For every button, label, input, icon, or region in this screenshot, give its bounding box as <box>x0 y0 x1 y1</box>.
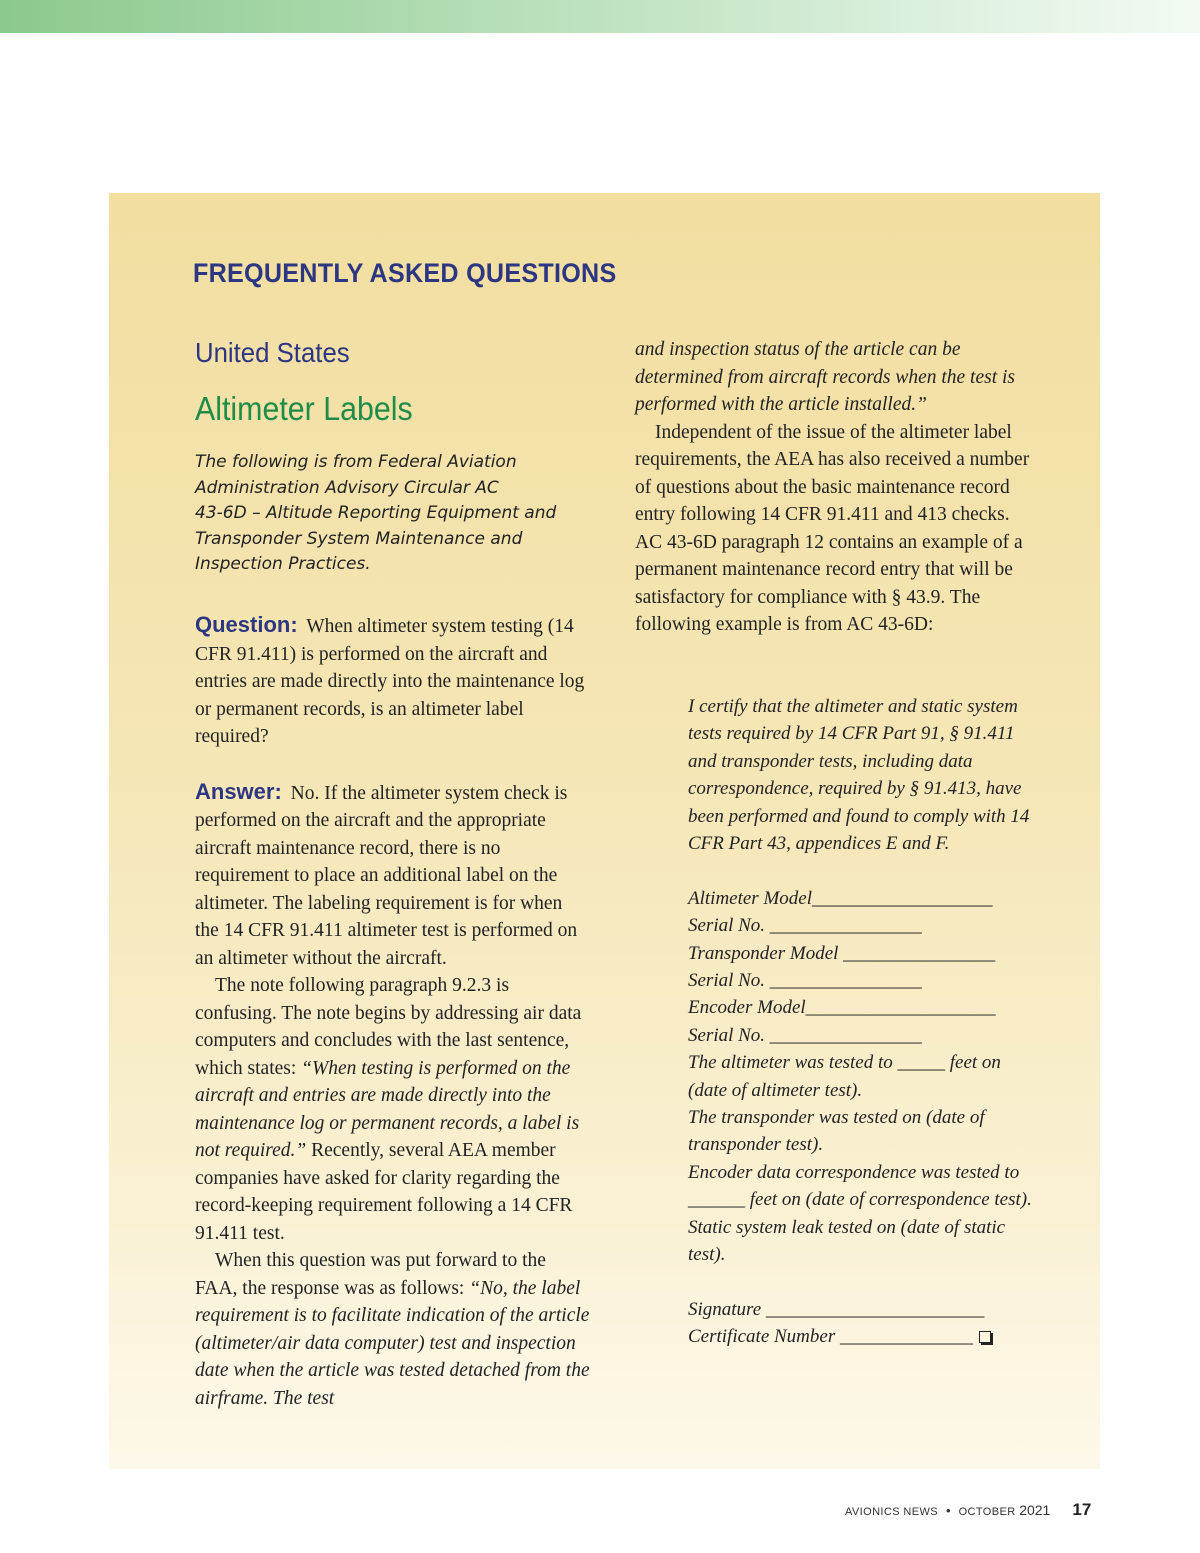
paragraph-text: When this question was put forward to the FAA, the response was as follows: <box>195 1250 546 1299</box>
article-title: Altimeter Labels <box>195 390 413 427</box>
certificate-number-line <box>688 1323 1033 1350</box>
record-line: Encoder Model____________________ <box>688 997 996 1019</box>
country-heading: United States <box>195 337 350 368</box>
record-line: Encoder data correspondence was tested to ______ feet on (date of correspondence test). <box>688 1161 1032 1211</box>
publication-name: AVIONICS NEWS <box>845 1506 939 1518</box>
answer-paragraph <box>195 778 590 973</box>
intro-text <box>195 450 585 578</box>
intro-line: Inspection Practices. <box>195 554 371 574</box>
record-line: Altimeter Model___________________ <box>688 887 993 909</box>
record-line: Serial No. ________________ <box>688 970 922 992</box>
page-number: 17 <box>1072 1500 1092 1519</box>
record-line: Serial No. ________________ <box>688 915 922 937</box>
intro-line: Administration Advisory Circular AC <box>195 477 499 498</box>
certification-statement: I certify that the altimeter and static system tests required by 14 CFR Part 91, § 91.411 and transponder tests, including data correspondence, required by § 91.413, have been performed and found to comply with 14 CFR Part 43, appendices E and F. <box>688 696 1030 855</box>
intro-line: 43-6D – Altitude Reporting Equipment and <box>195 503 557 523</box>
body-paragraph <box>195 972 590 1247</box>
intro-line: The following is from Federal Aviation <box>195 452 517 472</box>
right-column <box>635 336 1030 639</box>
end-mark-box-icon <box>979 1331 991 1343</box>
answer-label: Answer: <box>195 778 282 804</box>
sample-record-entry <box>688 693 1033 1351</box>
question-label: Question: <box>195 612 298 637</box>
body-paragraph <box>195 1247 590 1412</box>
record-line: Serial No. ________________ <box>688 1024 922 1046</box>
issue-month: OCTOBER <box>958 1506 1016 1518</box>
record-line: Transponder Model ________________ <box>688 942 996 964</box>
signature-line: Signature _______________________ <box>688 1298 985 1320</box>
footer-separator: • <box>946 1503 951 1518</box>
record-line: The altimeter was tested to _____ feet on (date of altimeter test). <box>688 1052 1001 1101</box>
question-paragraph <box>195 611 590 751</box>
faa-response-quote: “No, the label requirement is to facilitate indication of the article (altimeter/air data computer) test and inspection date when the article was tested detached from the airframe. The test <box>195 1277 590 1409</box>
answer-text: No. If the altimeter system check is performed on the aircraft and the appropriate aircraft maintenance record, there is no requirement to place an additional label on the altimeter. The labeling requirement is for when the 14 CFR 91.411 altimeter test is performed on an altimeter without the aircraft. <box>195 782 578 969</box>
paragraph-text: Recently, several AEA member companies have asked for clarity regarding the record-keeping requirement following a 14 CFR 91.411 test. <box>195 1140 573 1244</box>
issue-year: 2021 <box>1019 1502 1051 1518</box>
record-line: Static system leak tested on (date of static test). <box>688 1216 1006 1266</box>
paragraph-text: The note following paragraph 9.2.3 is confusing. The note begins by addressing air data computers and concludes with the last sentence, which states: <box>195 975 582 1079</box>
faa-response-quote-continued: and inspection status of the article can be determined from aircraft records when the test is performed with the article installed.” <box>635 339 1016 415</box>
intro-line: Transponder System Maintenance and <box>195 528 523 549</box>
body-paragraph: Independent of the issue of the altimeter label requirements, the AEA has also received a number of questions about the basic maintenance record entry following 14 CFR 91.411 and 413 checks. AC 43-6D paragraph 12 contains an example of a permanent maintenance record entry that will be satisfactory for compliance with § 43.9. The following example is from AC 43-6D: <box>635 421 1030 635</box>
page-footer <box>845 1500 1091 1520</box>
record-line: The transponder was tested on (date of transponder test). <box>688 1107 985 1156</box>
top-color-bar <box>0 0 1200 33</box>
section-title: FREQUENTLY ASKED QUESTIONS <box>193 258 617 288</box>
faa-note-quote: “When testing is performed on the aircraft and entries are made directly into the maintenance log or permanent records, a label is not required.” <box>195 1057 580 1161</box>
left-column <box>195 611 590 1412</box>
question-text: When altimeter system testing (14 CFR 91.411) is performed on the aircraft and entries are made directly into the maintenance log or permanent records, is an altimeter label required? <box>195 616 585 747</box>
certificate-number-text: Certificate Number ______________ <box>688 1326 973 1348</box>
